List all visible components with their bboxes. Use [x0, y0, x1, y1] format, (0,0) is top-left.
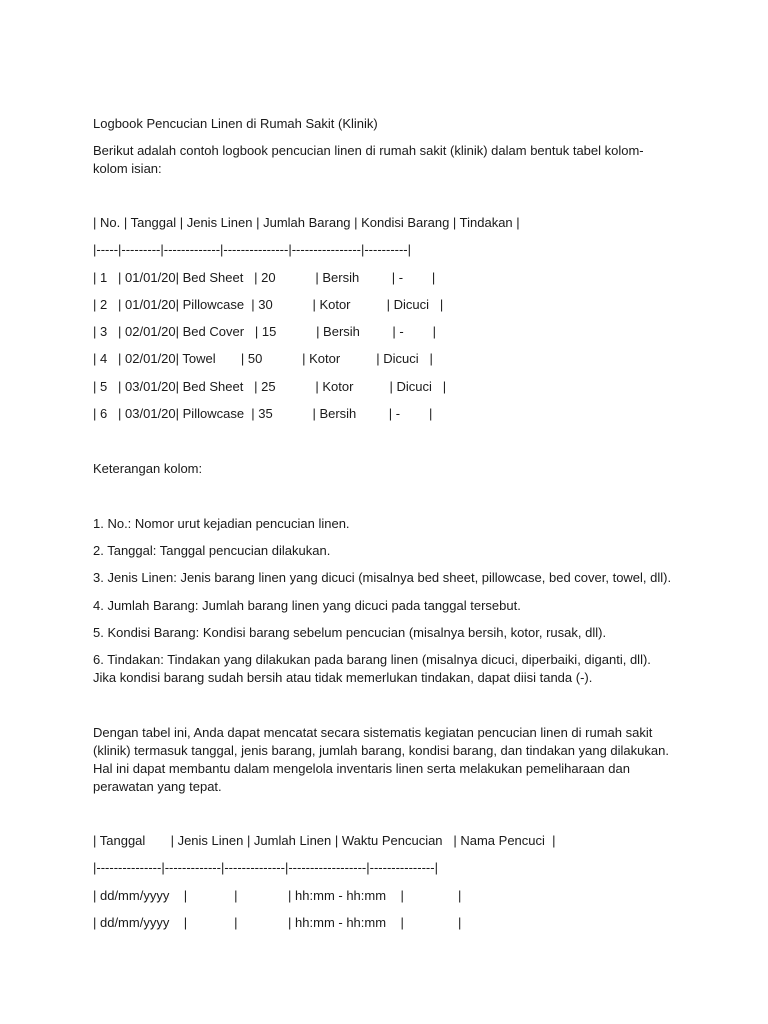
keterangan-item: 6. Tindakan: Tindakan yang dilakukan pada barang linen (misalnya dicuci, diperbaiki, diganti, dll). Jika kondisi barang sudah bersih atau tidak memerlukan tindakan, dapat diisi tanda (-). [93, 652, 651, 685]
table2-header: | Tanggal | Jenis Linen | Jumlah Linen | Waktu Pencucian | Nama Pencuci | [93, 833, 556, 848]
table2-separator: |---------------|-------------|--------------|------------------|---------------| [93, 860, 438, 875]
keterangan-item: 5. Kondisi Barang: Kondisi barang sebelum pencucian (misalnya bersih, kotor, rusak, dll). [93, 625, 607, 640]
keterangan-heading: Keterangan kolom: [93, 461, 203, 476]
intro-paragraph: Berikut adalah contoh logbook pencucian linen di rumah sakit (klinik) dalam bentuk tabel kolom-kolom isian: [93, 143, 644, 176]
table1-row: | 2 | 01/01/20| Pillowcase | 30 | Kotor | Dicuci | [93, 297, 444, 312]
table2-row: | dd/mm/yyyy | | | hh:mm - hh:mm | | [93, 888, 462, 903]
table1-row: | 3 | 02/01/20| Bed Cover | 15 | Bersih | - | [93, 324, 437, 339]
table1-separator: |-----|---------|-------------|---------------|----------------|----------| [93, 242, 412, 257]
table1-row: | 5 | 03/01/20| Bed Sheet | 25 | Kotor | Dicuci | [93, 379, 447, 394]
table1-row: | 4 | 02/01/20| Towel | 50 | Kotor | Dicuci | [93, 351, 433, 366]
keterangan-item: 4. Jumlah Barang: Jumlah barang linen yang dicuci pada tanggal tersebut. [93, 598, 521, 613]
table1-header: | No. | Tanggal | Jenis Linen | Jumlah Barang | Kondisi Barang | Tindakan | [93, 215, 520, 230]
keterangan-item: 2. Tanggal: Tanggal pencucian dilakukan. [93, 543, 331, 558]
table1-row: | 6 | 03/01/20| Pillowcase | 35 | Bersih | - | [93, 406, 433, 421]
document-title: Logbook Pencucian Linen di Rumah Sakit (Klinik) [93, 116, 378, 131]
table2-row: | dd/mm/yyyy | | | hh:mm - hh:mm | | [93, 915, 462, 930]
keterangan-item: 1. No.: Nomor urut kejadian pencucian linen. [93, 516, 350, 531]
keterangan-item: 3. Jenis Linen: Jenis barang linen yang dicuci (misalnya bed sheet, pillowcase, bed cover, towel, dll). [93, 570, 672, 585]
summary-paragraph: Dengan tabel ini, Anda dapat mencatat secara sistematis kegiatan pencucian linen di rumah sakit (klinik) termasuk tanggal, jenis barang, jumlah barang, kondisi barang, dan tindakan yang dilakukan. Hal ini dapat membantu dalam mengelola inventaris linen serta melakukan pemeliharaan dan perawatan yang tepat. [93, 725, 669, 794]
table1-row: | 1 | 01/01/20| Bed Sheet | 20 | Bersih | - | [93, 270, 436, 285]
